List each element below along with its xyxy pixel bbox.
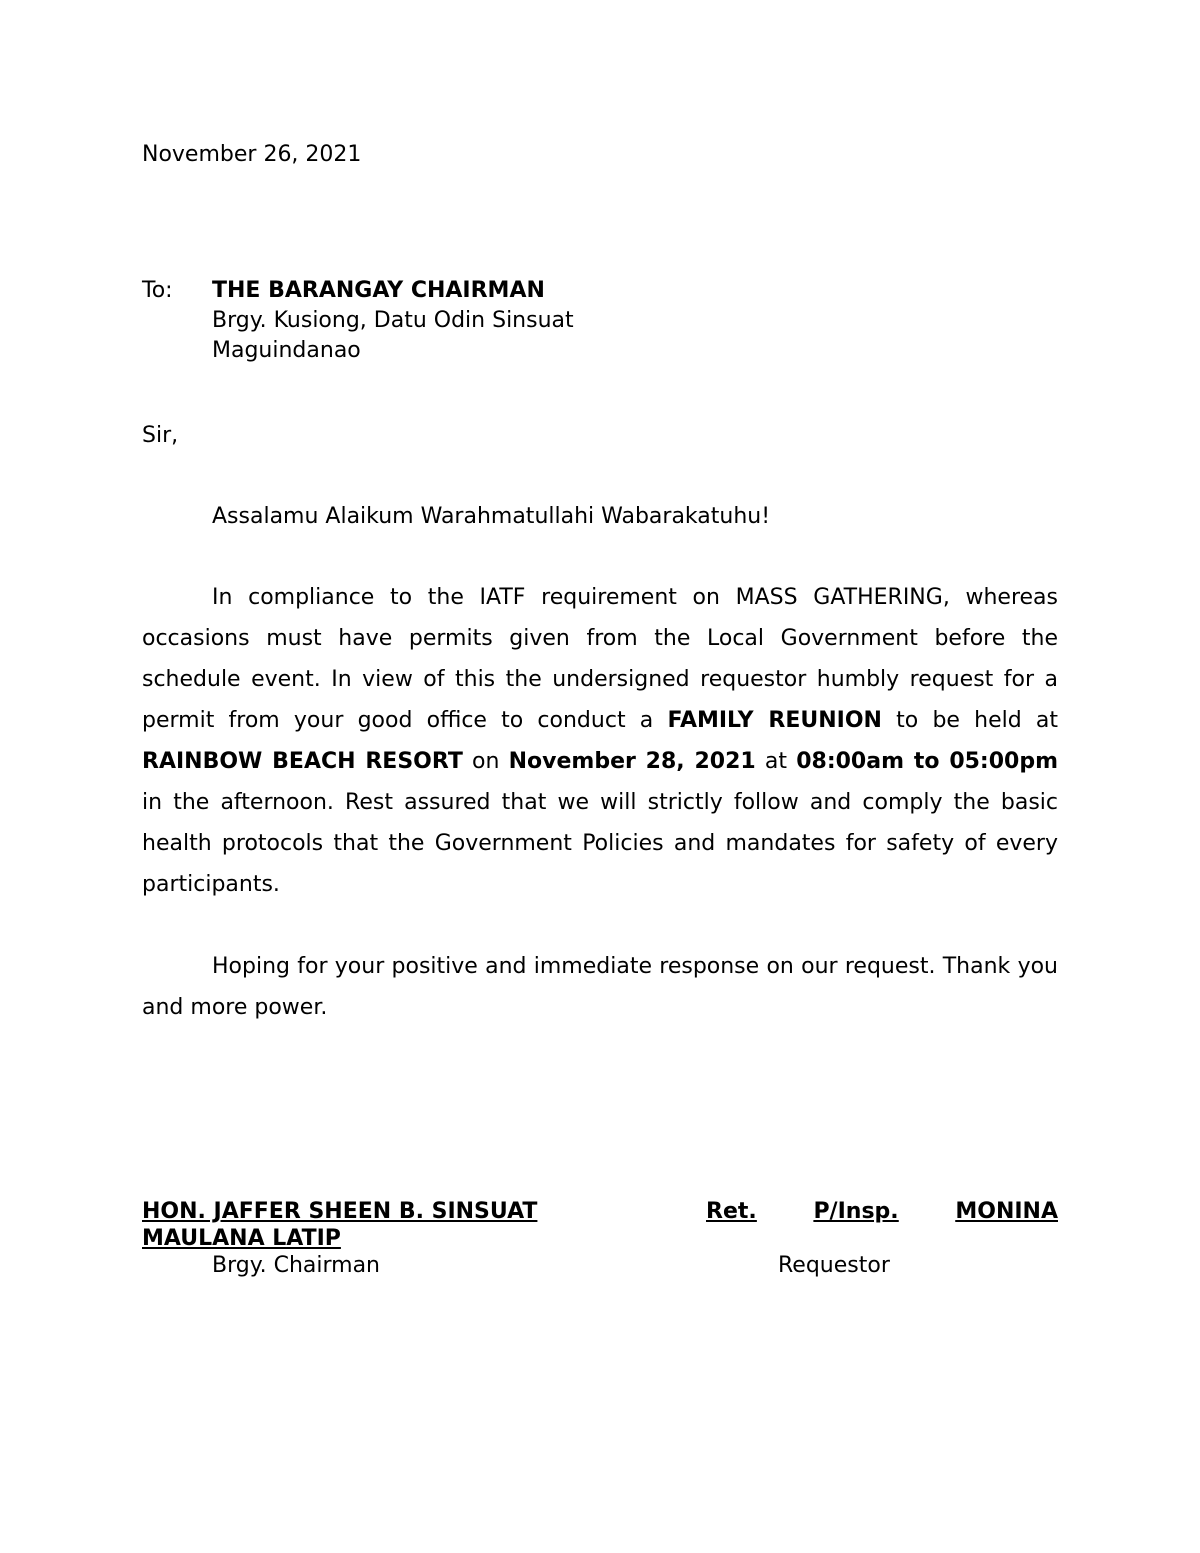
body-bold-date: November 28, 2021: [508, 749, 756, 774]
signatory-right-name: [706, 1199, 1058, 1224]
body-paragraph-1: [142, 577, 1058, 905]
signatory-left-title: Brgy. Chairman: [212, 1253, 380, 1278]
body-text: to be held at: [881, 708, 1058, 733]
body-bold-event: FAMILY REUNION: [667, 708, 882, 733]
signatory-right-title: Requestor: [778, 1253, 890, 1278]
to-label: To:: [142, 278, 173, 303]
letter-date: November 26, 2021: [142, 142, 362, 167]
body-paragraph-2: Hoping for your positive and immediate response on our request. Thank you and more power.: [142, 954, 1058, 1020]
signatory-right-name-continued: MAULANA LATIP: [142, 1226, 341, 1251]
salutation: Sir,: [142, 423, 179, 448]
recipient-address-line1: Brgy. Kusiong, Datu Odin Sinsuat: [212, 308, 574, 333]
body-text: on: [462, 749, 509, 774]
body-text: in the afternoon. Rest assured that we will strictly follow and comply the basic health protocols that the Government Policies and mandates for safety of every participants.: [142, 790, 1058, 897]
signatory-right-name-part: MONINA: [955, 1199, 1058, 1224]
signatory-left-name: HON. JAFFER SHEEN B. SINSUAT: [142, 1199, 538, 1224]
recipient-name: THE BARANGAY CHAIRMAN: [212, 278, 545, 303]
greeting: Assalamu Alaikum Warahmatullahi Wabarakatuhu!: [212, 504, 771, 529]
body-bold-time: 08:00am to 05:00pm: [796, 749, 1059, 774]
body-text: In compliance to the IATF requirement on MASS GATHERING, whereas occasions must have permits given from the Local Government before the schedule event. In view of this the undersigned requestor humbly request for a permit from your good office to conduct a: [142, 585, 1058, 733]
body-text: at: [755, 749, 797, 774]
signatory-right-name-part: Ret.: [706, 1199, 757, 1224]
recipient-address-line2: Maguindanao: [212, 338, 361, 363]
signatory-right-name-part: P/Insp.: [813, 1199, 899, 1224]
body-bold-venue: RAINBOW BEACH RESORT: [142, 749, 463, 774]
